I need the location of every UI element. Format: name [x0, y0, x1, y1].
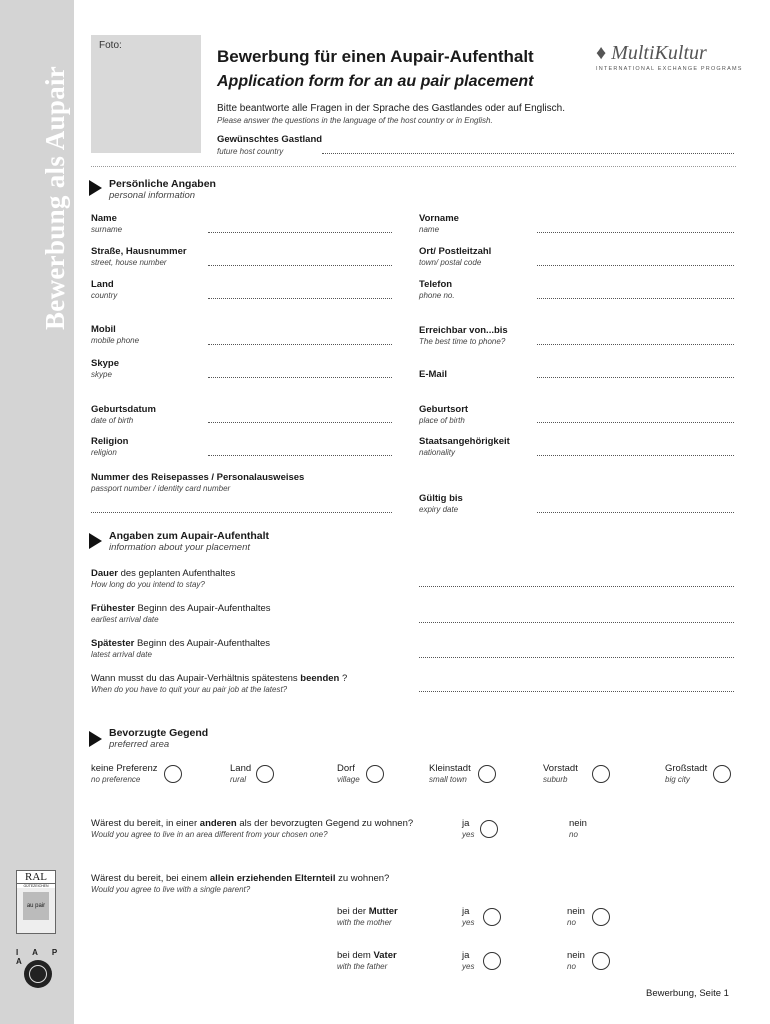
intro-text-en: Please answer the questions in the language of the host country or in English. [217, 116, 493, 125]
other-area-question: Wärest du bereit, in einer anderen als der bevorzugten Gegend zu wohnen? [91, 818, 414, 829]
nationality-sub: nationality [419, 448, 456, 457]
nationality-field[interactable] [537, 455, 734, 456]
photo-box[interactable] [91, 35, 201, 153]
street-sub: street, house number [91, 258, 167, 267]
town-field[interactable] [537, 265, 734, 266]
region-option-sub: suburb [543, 775, 568, 784]
phone-label: Telefon [419, 279, 453, 290]
region-option-sub: small town [429, 775, 467, 784]
latest-label: Spätester Beginn des Aupair-Aufenthaltes [91, 638, 271, 649]
region-option-sub: village [337, 775, 360, 784]
logo-mark-icon: ♦ [596, 42, 607, 64]
phone-sub: phone no. [419, 291, 455, 300]
pob-sub: place of birth [419, 416, 465, 425]
father-label: bei dem Vater [337, 950, 397, 961]
religion-label: Religion [91, 436, 129, 447]
section-arrow-icon [89, 533, 102, 549]
host-country-label: Gewünschtes Gastland [217, 134, 323, 145]
sidebar-title: Bewerbung als Aupair [40, 65, 70, 330]
region-option-label: Großstadt [665, 763, 708, 774]
section-arrow-icon [89, 731, 102, 747]
phone-field[interactable] [537, 298, 734, 299]
quit-sub: When do you have to quit your au pair job at the latest? [91, 685, 288, 694]
mobile-label: Mobil [91, 324, 116, 335]
town-label: Ort/ Postleitzahl [419, 246, 492, 257]
logo-name: MultiKultur [611, 42, 707, 64]
divider [91, 166, 736, 167]
email-label: E-Mail [419, 369, 447, 380]
duration-sub: How long do you intend to stay? [91, 580, 205, 589]
yes-label: ja [462, 906, 470, 917]
mother-no-radio[interactable] [592, 908, 610, 926]
intro-text: Bitte beantworte alle Fragen in der Sprache des Gastlandes oder auf Englisch. [217, 103, 565, 114]
globe-icon [24, 960, 52, 988]
quit-field[interactable] [419, 691, 734, 692]
firstname-sub: name [419, 225, 440, 234]
dob-label: Geburtsdatum [91, 404, 156, 415]
single-parent-question-sub: Would you agree to live with a single parent? [91, 885, 251, 894]
street-field[interactable] [208, 265, 392, 266]
firstname-label: Vorname [419, 213, 459, 224]
expiry-label: Gültig bis [419, 493, 463, 504]
duration-field[interactable] [419, 586, 734, 587]
region-option-label: keine Preferenz [91, 763, 158, 774]
section-region-sub: preferred area [109, 739, 170, 750]
no-label: nein [569, 818, 587, 829]
page-footer: Bewerbung, Seite 1 [646, 988, 729, 999]
mobile-field[interactable] [208, 344, 392, 345]
photo-label: Foto: [99, 40, 122, 51]
country-field[interactable] [208, 298, 392, 299]
yes-label: ja [462, 818, 470, 829]
yes-sub: yes [462, 918, 475, 927]
multikultur-logo [596, 42, 743, 72]
dob-field[interactable] [208, 422, 392, 423]
nationality-label: Staatsangehörigkeit [419, 436, 510, 447]
region-option-label: Kleinstadt [429, 763, 471, 774]
region-option-sub: rural [230, 775, 247, 784]
father-yes-radio[interactable] [483, 952, 501, 970]
ral-seal-badge: au pair [23, 892, 49, 920]
section-placement-title: Angaben zum Aupair-Aufenthalt [109, 530, 270, 542]
expiry-sub: expiry date [419, 505, 459, 514]
region-option-radio[interactable] [366, 765, 384, 783]
yes-radio[interactable] [480, 820, 498, 838]
ral-seal [16, 870, 56, 934]
no-label: nein [567, 906, 585, 917]
best-time-field[interactable] [537, 344, 734, 345]
pob-label: Geburtsort [419, 404, 469, 415]
region-option-label: Dorf [337, 763, 355, 774]
no-sub: no [567, 962, 576, 971]
earliest-label: Frühester Beginn des Aupair-Aufenthaltes [91, 603, 271, 614]
no-sub: no [569, 830, 578, 839]
ral-seal-sub: GÜTEZEICHEN [17, 884, 55, 888]
mother-label: bei der Mutter [337, 906, 398, 917]
expiry-field[interactable] [537, 512, 734, 513]
latest-field[interactable] [419, 657, 734, 658]
passport-label: Nummer des Reisepasses / Personalausweises [91, 472, 305, 483]
earliest-field[interactable] [419, 622, 734, 623]
page-subtitle: Application form for an au pair placement [217, 73, 534, 90]
logo-tagline: INTERNATIONAL EXCHANGE PROGRAMS [596, 66, 743, 72]
yes-label: ja [462, 950, 470, 961]
section-placement-sub: information about your placement [109, 542, 250, 553]
country-label: Land [91, 279, 114, 290]
religion-sub: religion [91, 448, 117, 457]
iapa-logo [16, 948, 66, 998]
yes-sub: yes [462, 962, 475, 971]
passport-sub: passport number / identity card number [91, 484, 231, 493]
street-label: Straße, Hausnummer [91, 246, 187, 257]
email-field[interactable] [537, 377, 734, 378]
surname-field[interactable] [208, 232, 392, 233]
region-option-radio[interactable] [592, 765, 610, 783]
region-option-radio[interactable] [256, 765, 274, 783]
skype-field[interactable] [208, 377, 392, 378]
country-sub: country [91, 291, 118, 300]
no-sub: no [567, 918, 576, 927]
ral-seal-title: RAL [17, 871, 55, 884]
best-time-label: Erreichbar von...bis [419, 325, 508, 336]
region-option-label: Vorstadt [543, 763, 578, 774]
region-option-sub: no preference [91, 775, 141, 784]
section-arrow-icon [89, 180, 102, 196]
firstname-field[interactable] [537, 232, 734, 233]
iapa-letters: I A P A [16, 948, 64, 966]
dob-sub: date of birth [91, 416, 134, 425]
town-sub: town/ postal code [419, 258, 482, 267]
best-time-sub: The best time to phone? [419, 337, 506, 346]
duration-label: Dauer des geplanten Aufenthaltes [91, 568, 236, 579]
skype-label: Skype [91, 358, 119, 369]
host-country-field[interactable] [322, 153, 734, 154]
passport-field[interactable] [91, 512, 392, 513]
host-country-sub: future host country [217, 147, 284, 156]
section-personal-sub: personal information [109, 190, 196, 201]
section-region-title: Bevorzugte Gegend [109, 727, 209, 739]
region-option-label: Land [230, 763, 252, 774]
father-no-radio[interactable] [592, 952, 610, 970]
father-sub: with the father [337, 962, 388, 971]
page-title: Bewerbung für einen Aupair-Aufenthalt [217, 47, 534, 66]
pob-field[interactable] [537, 422, 734, 423]
no-label: nein [567, 950, 585, 961]
surname-sub: surname [91, 225, 123, 234]
other-area-question-sub: Would you agree to live in an area different from your chosen one? [91, 830, 328, 839]
latest-sub: latest arrival date [91, 650, 152, 659]
region-option-radio[interactable] [713, 765, 731, 783]
region-option-radio[interactable] [478, 765, 496, 783]
mobile-sub: mobile phone [91, 336, 140, 345]
surname-label: Name [91, 213, 117, 224]
yes-sub: yes [462, 830, 475, 839]
single-parent-question: Wärest du bereit, bei einem allein erziehenden Elternteil zu wohnen? [91, 873, 390, 884]
region-option-sub: big city [665, 775, 690, 784]
religion-field[interactable] [208, 455, 392, 456]
section-personal-title: Persönliche Angaben [109, 178, 216, 190]
skype-sub: skype [91, 370, 112, 379]
mother-sub: with the mother [337, 918, 392, 927]
mother-yes-radio[interactable] [483, 908, 501, 926]
region-option-radio[interactable] [164, 765, 182, 783]
quit-label: Wann musst du das Aupair-Verhältnis spätestens beenden ? [91, 673, 348, 684]
earliest-sub: earliest arrival date [91, 615, 159, 624]
